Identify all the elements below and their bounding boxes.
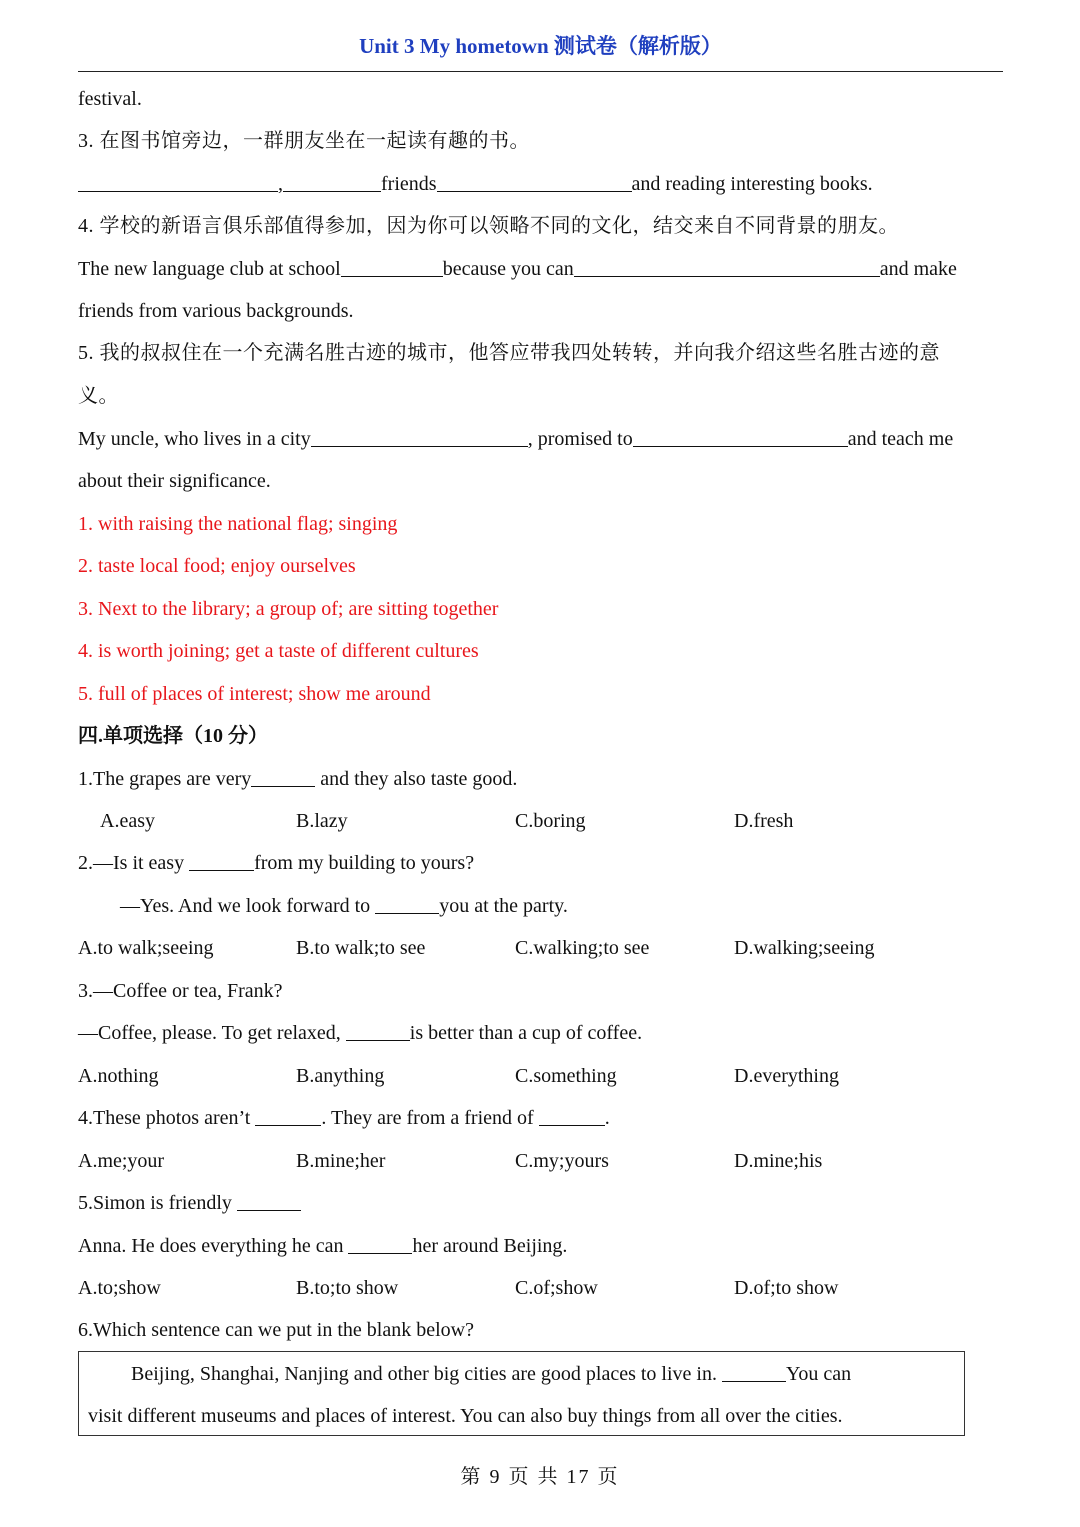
answer-line: 3. Next to the library; a group of; are sitting together	[78, 598, 499, 620]
answer-line: 5. full of places of interest; show me around	[78, 683, 431, 705]
mc-q1-option-a: A.easy	[100, 810, 155, 832]
mc-q5-stem-line2: Anna. He does everything he can her around Beijing.	[78, 1235, 568, 1257]
q3-chinese: 3. 在图书馆旁边，一群朋友坐在一起读有趣的书。	[78, 130, 530, 152]
mc-q2-option-a: A.to walk;seeing	[78, 937, 214, 959]
q4-english-line2: friends from various backgrounds.	[78, 300, 354, 322]
mc-q3-option-a: A.nothing	[78, 1065, 159, 1087]
mc-q4-option-c: C.my;yours	[515, 1150, 609, 1172]
mc-q4-option-b: B.mine;her	[296, 1150, 386, 1172]
mc-q1-option-c: C.boring	[515, 810, 586, 832]
mc-q3-option-b: B.anything	[296, 1065, 385, 1087]
q5-chinese-line2: 义。	[78, 385, 119, 407]
mc-q5-option-d: D.of;to show	[734, 1277, 839, 1299]
mc-q4-stem: 4.These photos aren’t . They are from a friend of .	[78, 1107, 610, 1129]
q3-english: , friends and reading interesting books.	[78, 170, 873, 198]
q2-tail: festival.	[78, 88, 142, 110]
mc-q2-option-c: C.walking;to see	[515, 937, 650, 959]
blank	[311, 426, 528, 447]
blank	[189, 850, 254, 871]
q5-english-line1: My uncle, who lives in a city , promised to and teach me	[78, 428, 954, 450]
blank	[633, 426, 848, 447]
answer-line: 1. with raising the national flag; singing	[78, 513, 398, 535]
mc-q5-stem-line1: 5.Simon is friendly	[78, 1189, 301, 1217]
blank	[348, 1233, 412, 1254]
mc-q3-stem-line2: —Coffee, please. To get relaxed, is better than a cup of coffee.	[78, 1022, 643, 1044]
mc-q3-stem-line1: 3.—Coffee or tea, Frank?	[78, 980, 283, 1002]
blank	[437, 171, 632, 192]
page-footer: 第 9 页 共 17 页	[460, 1466, 620, 1488]
mc-q4-option-d: D.mine;his	[734, 1150, 823, 1172]
mc-q1-option-d: D.fresh	[734, 810, 794, 832]
mc-q5-option-a: A.to;show	[78, 1277, 161, 1299]
passage-box	[78, 1351, 965, 1436]
mc-q1-option-b: B.lazy	[296, 810, 348, 832]
q5-chinese-line1: 5. 我的叔叔住在一个充满名胜古迹的城市，他答应带我四处转转，并向我介绍这些名胜古迹的意	[78, 342, 940, 364]
mc-q1-stem: 1.The grapes are very and they also taste good.	[78, 768, 518, 790]
blank	[539, 1105, 605, 1126]
answer-line: 4. is worth joining; get a taste of different cultures	[78, 640, 479, 662]
mc-q3-option-c: C.something	[515, 1065, 617, 1087]
blank	[237, 1190, 301, 1211]
mc-q5-option-c: C.of;show	[515, 1277, 598, 1299]
blank	[722, 1361, 786, 1382]
mc-q2-stem-line2: —Yes. And we look forward to you at the party.	[120, 895, 568, 917]
q4-english-line1: The new language club at school because you can and make	[78, 258, 957, 280]
blank	[574, 256, 880, 277]
mc-q5-option-b: B.to;to show	[296, 1277, 399, 1299]
q5-english-line2: about their significance.	[78, 470, 271, 492]
blank	[251, 766, 315, 787]
passage-line2: visit different museums and places of interest. You can also buy things from all over the cities.	[88, 1405, 843, 1427]
header-rule	[78, 71, 1003, 72]
blank	[341, 256, 443, 277]
passage-line1: Beijing, Shanghai, Nanjing and other big cities are good places to live in. You can	[131, 1363, 852, 1385]
mc-q2-option-b: B.to walk;to see	[296, 937, 426, 959]
mc-q2-stem-line1: 2.—Is it easy from my building to yours?	[78, 852, 475, 874]
mc-q4-option-a: A.me;your	[78, 1150, 165, 1172]
blank	[78, 171, 278, 192]
blank	[255, 1105, 321, 1126]
section-title: 四.单项选择（10 分）	[78, 725, 268, 747]
blank	[346, 1020, 410, 1041]
answer-line: 2. taste local food; enjoy ourselves	[78, 555, 356, 577]
blank	[375, 893, 439, 914]
blank	[283, 171, 381, 192]
mc-q6-stem: 6.Which sentence can we put in the blank below?	[78, 1319, 474, 1341]
mc-q2-option-d: D.walking;seeing	[734, 937, 875, 959]
q4-chinese: 4. 学校的新语言俱乐部值得参加，因为你可以领略不同的文化，结交来自不同背景的朋友。	[78, 215, 899, 237]
mc-q3-option-d: D.everything	[734, 1065, 839, 1087]
page-header-title: Unit 3 My hometown 测试卷（解析版）	[359, 34, 722, 58]
